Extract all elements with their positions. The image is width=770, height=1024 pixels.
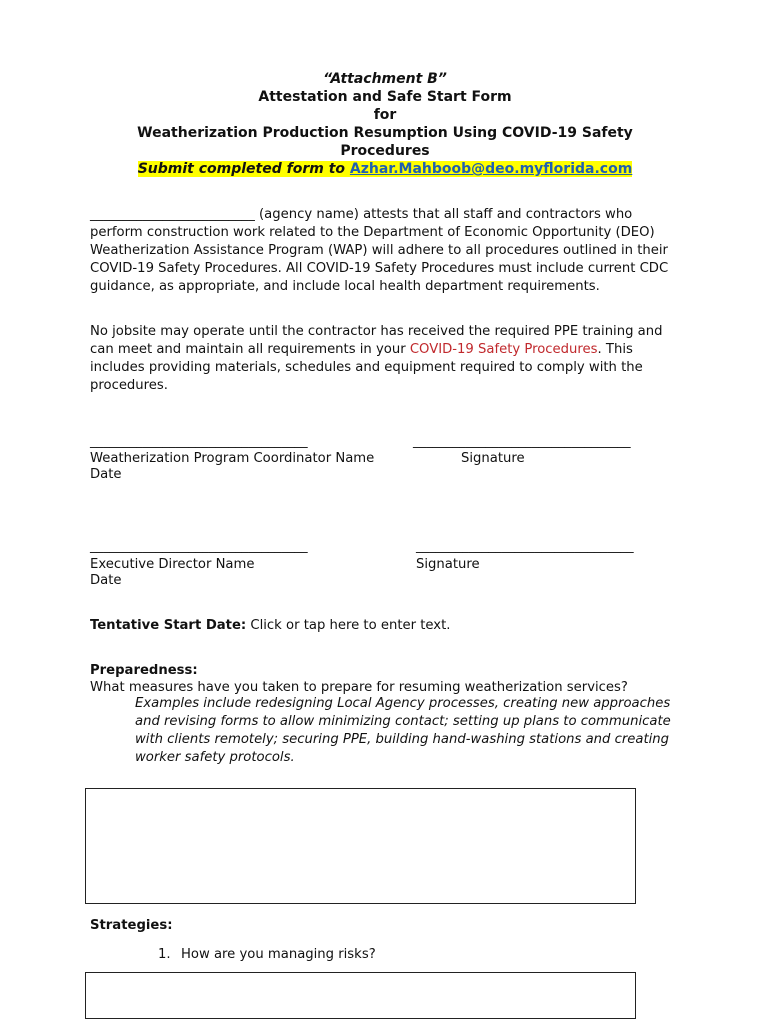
coordinator-signature-line[interactable]: _________________________________	[413, 434, 631, 449]
director-signature-label: Signature	[416, 557, 480, 572]
jobsite-paragraph	[90, 323, 682, 395]
attachment-label: “Attachment B”	[323, 71, 447, 87]
attestation-text: (agency name) attests that all staff and contractors who perform construction work related to the Department of Economic Opportunity (DEO) Weatherization Assistance Program (WAP) will adhere to all procedures outlined in their COVID-19 Safety Procedures. All COVID-19 Safety Procedures must include current CDC guidance, as appropriate, and include local health department requirements.	[90, 207, 669, 294]
covid-procedures-link[interactable]: COVID-19 Safety Procedures	[409, 342, 598, 357]
risk-management-answer-box[interactable]	[85, 972, 636, 1019]
strategies-item-number: 1.	[158, 947, 171, 962]
coordinator-name-label: Weatherization Program Coordinator Name	[90, 451, 375, 466]
agency-name-blank[interactable]: _________________________	[90, 207, 255, 222]
jobsite-text-after: . This includes providing materials, schedules and equipment required to comply with the procedures.	[90, 342, 643, 393]
coordinator-date-label: Date	[90, 467, 122, 482]
form-title: Attestation and Safe Start Form	[258, 89, 512, 105]
director-signature-line[interactable]: _________________________________	[416, 539, 634, 554]
director-name-label: Executive Director Name	[90, 557, 255, 572]
start-date-input[interactable]: Click or tap here to enter text.	[246, 618, 451, 633]
preparedness-question: What measures have you taken to prepare for resuming weatherization services?	[90, 680, 628, 695]
for-label: for	[373, 107, 397, 123]
director-date-label: Date	[90, 573, 122, 588]
strategies-item-text: How are you managing risks?	[181, 947, 376, 962]
coordinator-name-line[interactable]: _________________________________	[90, 434, 308, 449]
form-subtitle-line2: Procedures	[340, 143, 430, 159]
submit-email-link[interactable]: Azhar.Mahboob@deo.myflorida.com	[349, 161, 633, 177]
director-name-line[interactable]: _________________________________	[90, 539, 308, 554]
attestation-paragraph	[90, 206, 680, 296]
tentative-start-date	[90, 617, 450, 635]
form-subtitle-line1: Weatherization Production Resumption Using COVID-19 Safety	[137, 125, 633, 141]
jobsite-text-before: No jobsite may operate until the contractor has received the required PPE training and can meet and maintain all requirements in your	[90, 324, 663, 357]
preparedness-examples: Examples include redesigning Local Agency processes, creating new approaches and revising forms to allow minimizing contact; setting up plans to communicate with clients remotely; securing PPE, building hand-washing stations and creating worker safety protocols.	[135, 696, 671, 765]
strategies-heading: Strategies:	[90, 918, 173, 933]
preparedness-answer-box[interactable]	[85, 788, 636, 904]
start-date-label: Tentative Start Date:	[90, 618, 247, 633]
coordinator-signature-label: Signature	[461, 451, 525, 466]
preparedness-heading: Preparedness:	[90, 663, 198, 678]
submit-prefix: Submit completed form to	[137, 161, 350, 177]
submit-instruction	[0, 160, 770, 178]
